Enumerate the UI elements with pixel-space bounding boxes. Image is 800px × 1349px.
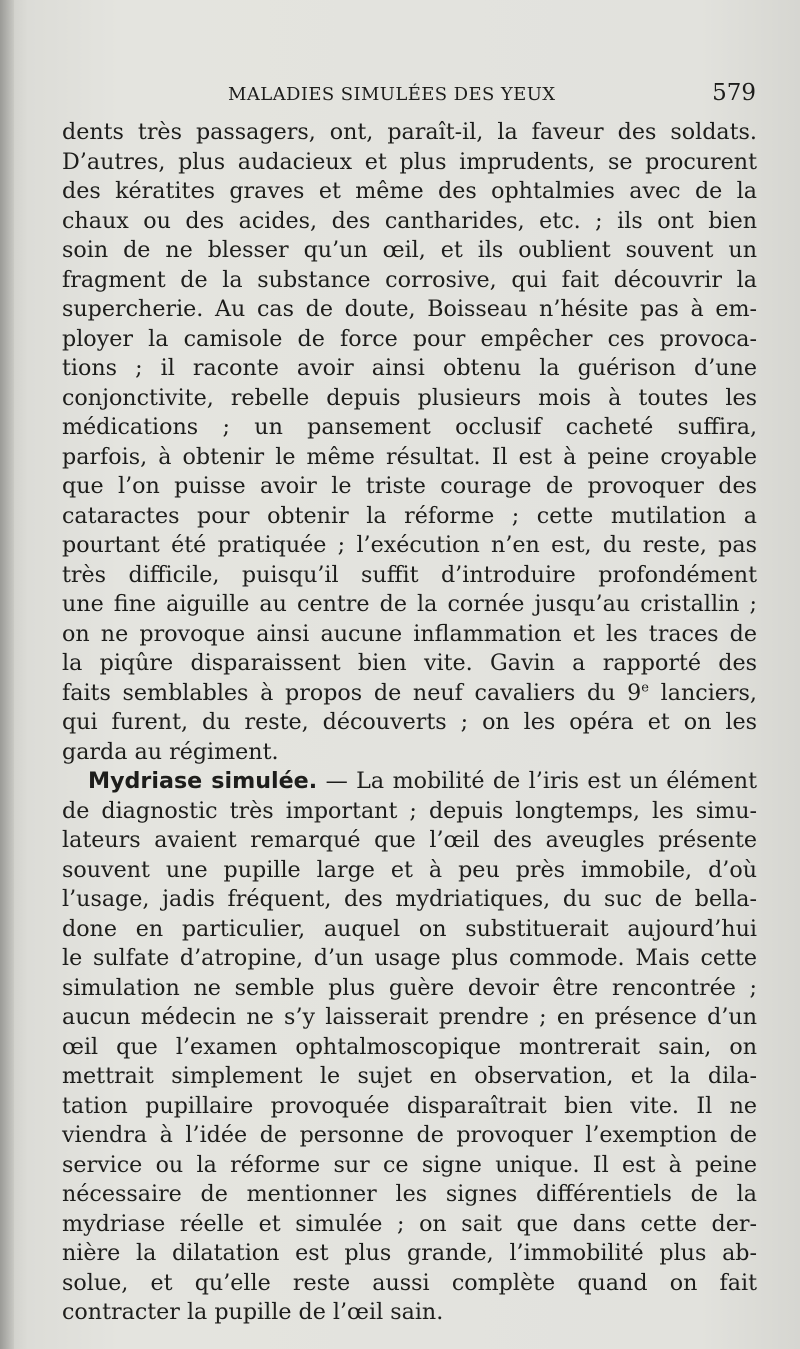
text-line: œil que l’examen ophtalmoscopique montrerait sain, on bbox=[62, 1033, 757, 1060]
text-line: mydriase réelle et simulée ; on sait que dans cette der- bbox=[62, 1210, 757, 1237]
text-line: chaux ou des acides, des cantharides, etc. ; ils ont bien bbox=[62, 207, 757, 234]
text-line: viendra à l’idée de personne de provoquer l’exemption de bbox=[62, 1122, 757, 1148]
paragraph bbox=[62, 118, 757, 767]
text-line: souvent une pupille large et à peu près immobile, d’où bbox=[62, 856, 757, 883]
text-line: l’usage, jadis fréquent, des mydriatiques, du suc de bella- bbox=[62, 886, 757, 912]
text-line: des kératites graves et même des ophtalmies avec de la bbox=[62, 178, 757, 204]
text-line: la piqûre disparaissent bien vite. Gavin a rapporté des bbox=[62, 650, 757, 676]
text-line: simulation ne semble plus guère devoir être rencontrée ; bbox=[62, 974, 757, 1001]
page-binding-edge bbox=[0, 0, 14, 1349]
page-header bbox=[228, 80, 756, 114]
text-run: — La mobilité de l’iris est un élément bbox=[317, 768, 758, 794]
text-line: pourtant été pratiquée ; l’exécution n’en est, du reste, pas bbox=[62, 532, 757, 558]
text-line: garda au régiment. bbox=[62, 738, 279, 765]
text-line: solue, et qu’elle reste aussi complète quand on fait bbox=[62, 1269, 757, 1296]
text-line: D’autres, plus audacieux et plus imprudents, se procurent bbox=[62, 148, 757, 175]
text-line: qui furent, du reste, découverts ; on les opéra et on les bbox=[62, 709, 757, 735]
section-heading: Mydriase simulée. bbox=[88, 768, 318, 794]
text-line: tions ; il raconte avoir ainsi obtenu la guérison d’une bbox=[62, 355, 757, 381]
text-line: mettrait simplement le sujet en observation, et la dila- bbox=[62, 1063, 757, 1089]
text-line: nécessaire de mentionner les signes différentiels de la bbox=[62, 1181, 757, 1207]
text-run: faits semblables à propos de neuf cavaliers du 9 bbox=[62, 679, 642, 706]
text-line: aucun médecin ne s’y laisserait prendre ; en présence d’un bbox=[62, 1004, 757, 1030]
text-line: contracter la pupille de l’œil sain. bbox=[62, 1299, 444, 1325]
text-line: ployer la camisole de force pour empêcher ces provoca- bbox=[62, 325, 757, 352]
text-line: que l’on puisse avoir le triste courage de provoquer des bbox=[62, 473, 757, 499]
text-line: service ou la réforme sur ce signe unique. Il est à peine bbox=[62, 1151, 757, 1178]
text-line: dents très passagers, ont, paraît-il, la faveur des soldats. bbox=[62, 119, 757, 145]
text-line: cataractes pour obtenir la réforme ; cette mutilation a bbox=[62, 502, 757, 529]
running-title: MALADIES SIMULÉES DES YEUX bbox=[228, 84, 556, 105]
text-line: conjonctivite, rebelle depuis plusieurs mois à toutes les bbox=[62, 384, 757, 411]
page-number: 579 bbox=[712, 80, 756, 106]
text-line: de diagnostic très important ; depuis longtemps, les simu- bbox=[62, 797, 757, 824]
text-line: une fine aiguille au centre de la cornée jusqu’au cristallin ; bbox=[62, 591, 757, 617]
text-line: très difficile, puisqu’il suffit d’introduire profondément bbox=[62, 561, 757, 588]
text-line bbox=[62, 767, 757, 797]
text-line: parfois, à obtenir le même résultat. Il est à peine croyable bbox=[62, 443, 757, 470]
page-body bbox=[62, 118, 757, 1328]
text-line: done en particulier, auquel on substituerait aujourd’hui bbox=[62, 915, 757, 942]
text-line: tation pupillaire provoquée disparaîtrait bien vite. Il ne bbox=[62, 1092, 757, 1119]
text-line: supercherie. Au cas de doute, Boisseau n’hésite pas à em- bbox=[62, 296, 757, 322]
text-line: soin de ne blesser qu’un œil, et ils oublient souvent un bbox=[62, 237, 757, 263]
text-run: lanciers, bbox=[648, 679, 757, 706]
paragraph bbox=[62, 767, 757, 1328]
superscript: e bbox=[641, 680, 649, 696]
text-line: on ne provoque ainsi aucune inflammation et les traces de bbox=[62, 620, 757, 647]
text-line bbox=[62, 679, 757, 709]
text-line: lateurs avaient remarqué que l’œil des aveugles présente bbox=[62, 827, 757, 853]
text-line: médications ; un pansement occlusif cacheté suffira, bbox=[62, 414, 757, 440]
text-line: le sulfate d’atropine, d’un usage plus commode. Mais cette bbox=[62, 945, 757, 971]
text-line: fragment de la substance corrosive, qui fait découvrir la bbox=[62, 266, 757, 293]
text-line: nière la dilatation est plus grande, l’immobilité plus ab- bbox=[62, 1240, 757, 1266]
